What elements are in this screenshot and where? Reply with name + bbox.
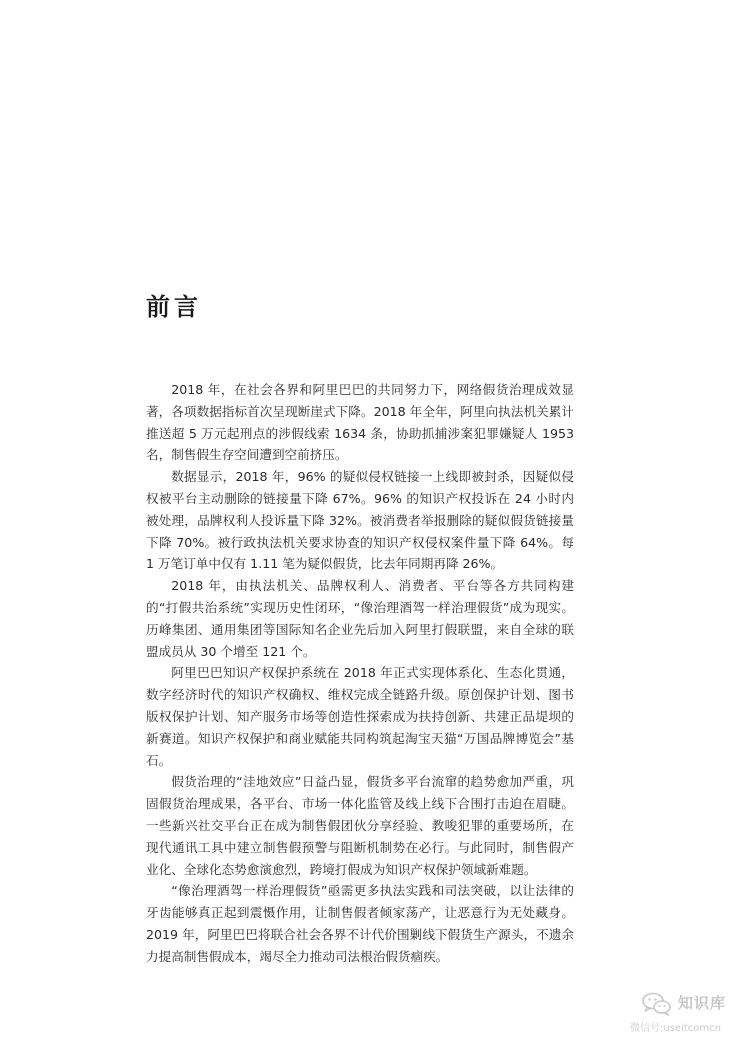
watermark-subtext: 微信号:useitcomcn [630,1023,721,1034]
page-title: 前言 [146,293,202,321]
watermark-brand: 知识库 [678,994,727,1012]
paragraph: 阿里巴巴知识产权保护系统在 2018 年正式实现体系化、生态化贯通，数字经济时代的知识产权确权、维权完成全链路升级。原创保护计划、图书版权保护计划、知产服务市场等创造性探索成为扶持创新、共建正品堤坝的新赛道。知识产权保护和商业赋能共同构筑起淘宝天猫“万国品牌博览会”基石。 [146,665,574,768]
paragraph: 假货治理的“洼地效应”日益凸显，假货多平台流窜的趋势愈加严重，巩固假货治理成果，各平台、市场一体化监管及线上线下合围打击迫在眉睫。一些新兴社交平台正在成为制售假团伙分享经验、教唆犯罪的重要场所，在现代通讯工具中建立制售假预警与阻断机制势在必行。与此同时，制售假产业化、全球化态势愈演愈烈，跨境打假成为知识产权保护领域新难题。 [146,774,574,877]
paragraph: 2018 年，在社会各界和阿里巴巴的共同努力下，网络假货治理成效显著，各项数据指标首次呈现断崖式下降。2018 年全年，阿里向执法机关累计推送超 5 万元起刑点的涉假线索 1634 条，协助抓捕涉案犯罪嫌疑人 1953 名，制售假生存空间遭到空前挤压。 [146,382,574,463]
paragraph: 数据显示，2018 年，96% 的疑似侵权链接一上线即被封杀，因疑似侵权被平台主动删除的链接量下降 67%。96% 的知识产权投诉在 24 小时内被处理，品牌权利人投诉量下降 32%。被消费者举报删除的疑似假货链接量下降 70%。被行政执法机关要求协查的知识产权侵权案件量下降 64%。每 1 万笔订单中仅有 1.11 笔为疑似假货，比去年同期再降 26%。 [146,469,574,572]
paragraph: 2018 年，由执法机关、品牌权利人、消费者、平台等各方共同构建的“打假共治系统”实现历史性闭环，“像治理酒驾一样治理假货”成为现实。历峰集团、通用集团等国际知名企业先后加入阿里打假联盟，来自全球的联盟成员从 30 个增至 121 个。 [146,578,574,659]
preface-body [146,379,574,968]
paragraph: “像治理酒驾一样治理假货”亟需更多执法实践和司法突破，以让法律的牙齿能够真正起到震慑作用，让制售假者倾家荡产，让恶意行为无处藏身。2019 年，阿里巴巴将联合社会各界不计代价围剿线下假货生产源头，不遗余力提高制售假成本，竭尽全力推动司法根治假货痼疾。 [146,883,574,964]
wechat-icon [642,992,672,1016]
watermark [630,990,740,1042]
